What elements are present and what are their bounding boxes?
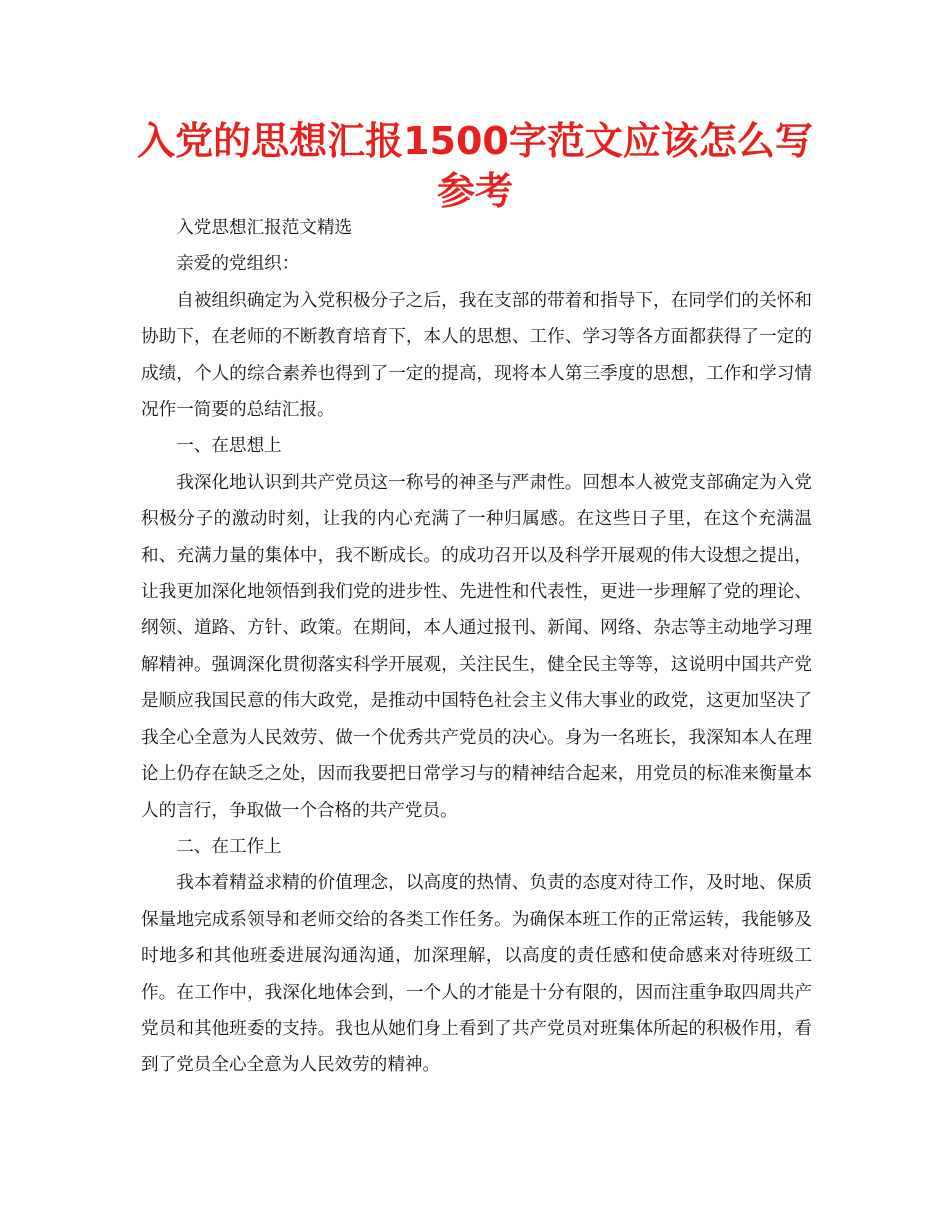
salutation: 亲爱的党组织： (176, 254, 300, 275)
document-body (141, 210, 812, 1084)
section-heading-work: 二、在工作上 (176, 836, 282, 857)
section-heading-thought: 一、在思想上 (176, 436, 282, 457)
document-subtitle: 入党思想汇报范文精选 (176, 218, 353, 238)
paragraph-intro: 自被组织确定为入党积极分子之后，我在支部的带着和指导下，在同学们的关怀和协助下，在老师的不断教育培育下，本人的思想、工作、学习等各方面都获得了一定的成绩，个人的综合素养也得到了一定的提高，现将本人第三季度的思想，工作和学习情况作一简要的总结汇报。 (141, 290, 812, 421)
document-title: 入党的思想汇报1500字范文应该怎么写参考 (137, 119, 813, 213)
paragraph-work: 我本着精益求精的价值理念，以高度的热情、负责的态度对待工作，及时地、保质保量地完成系领导和老师交给的各类工作任务。为确保本班工作的正常运转，我能够及时地多和其他班委进展沟通沟通，加深理解，以高度的责任感和使命感来对待班级工作。在工作中，我深化地体会到，一个人的才能是十分有限的，因而注重争取四周共产党员和其他班委的支持。我也从她们身上看到了共产党员对班集体所起的积极作用，看到了党员全心全意为人民效劳的精神。 (141, 873, 812, 1076)
paragraph-thought: 我深化地认识到共产党员这一称号的神圣与严肃性。回想本人被党支部确定为入党积极分子的激动时刻，让我的内心充满了一种归属感。在这些日子里，在这个充满温和、充满力量的集体中，我不断成长。的成功召开以及科学开展观的伟大设想之提出，让我更加深化地领悟到我们党的进步性、先进性和代表性，更进一步理解了党的理论、纲领、道路、方针、政策。在期间，本人通过报刊、新闻、网络、杂志等主动地学习理解精神。强调深化贯彻落实科学开展观，关注民生，健全民主等等，这说明中国共产党是顺应我国民意的伟大政党，是推动中国特色社会主义伟大事业的政党，这更加坚决了我全心全意为人民效劳、做一个优秀共产党员的决心。身为一名班长，我深知本人在理论上仍存在缺乏之处，因而我要把日常学习与的精神结合起来，用党员的标准来衡量本人的言行，争取做一个合格的共产党员。 (141, 472, 812, 821)
